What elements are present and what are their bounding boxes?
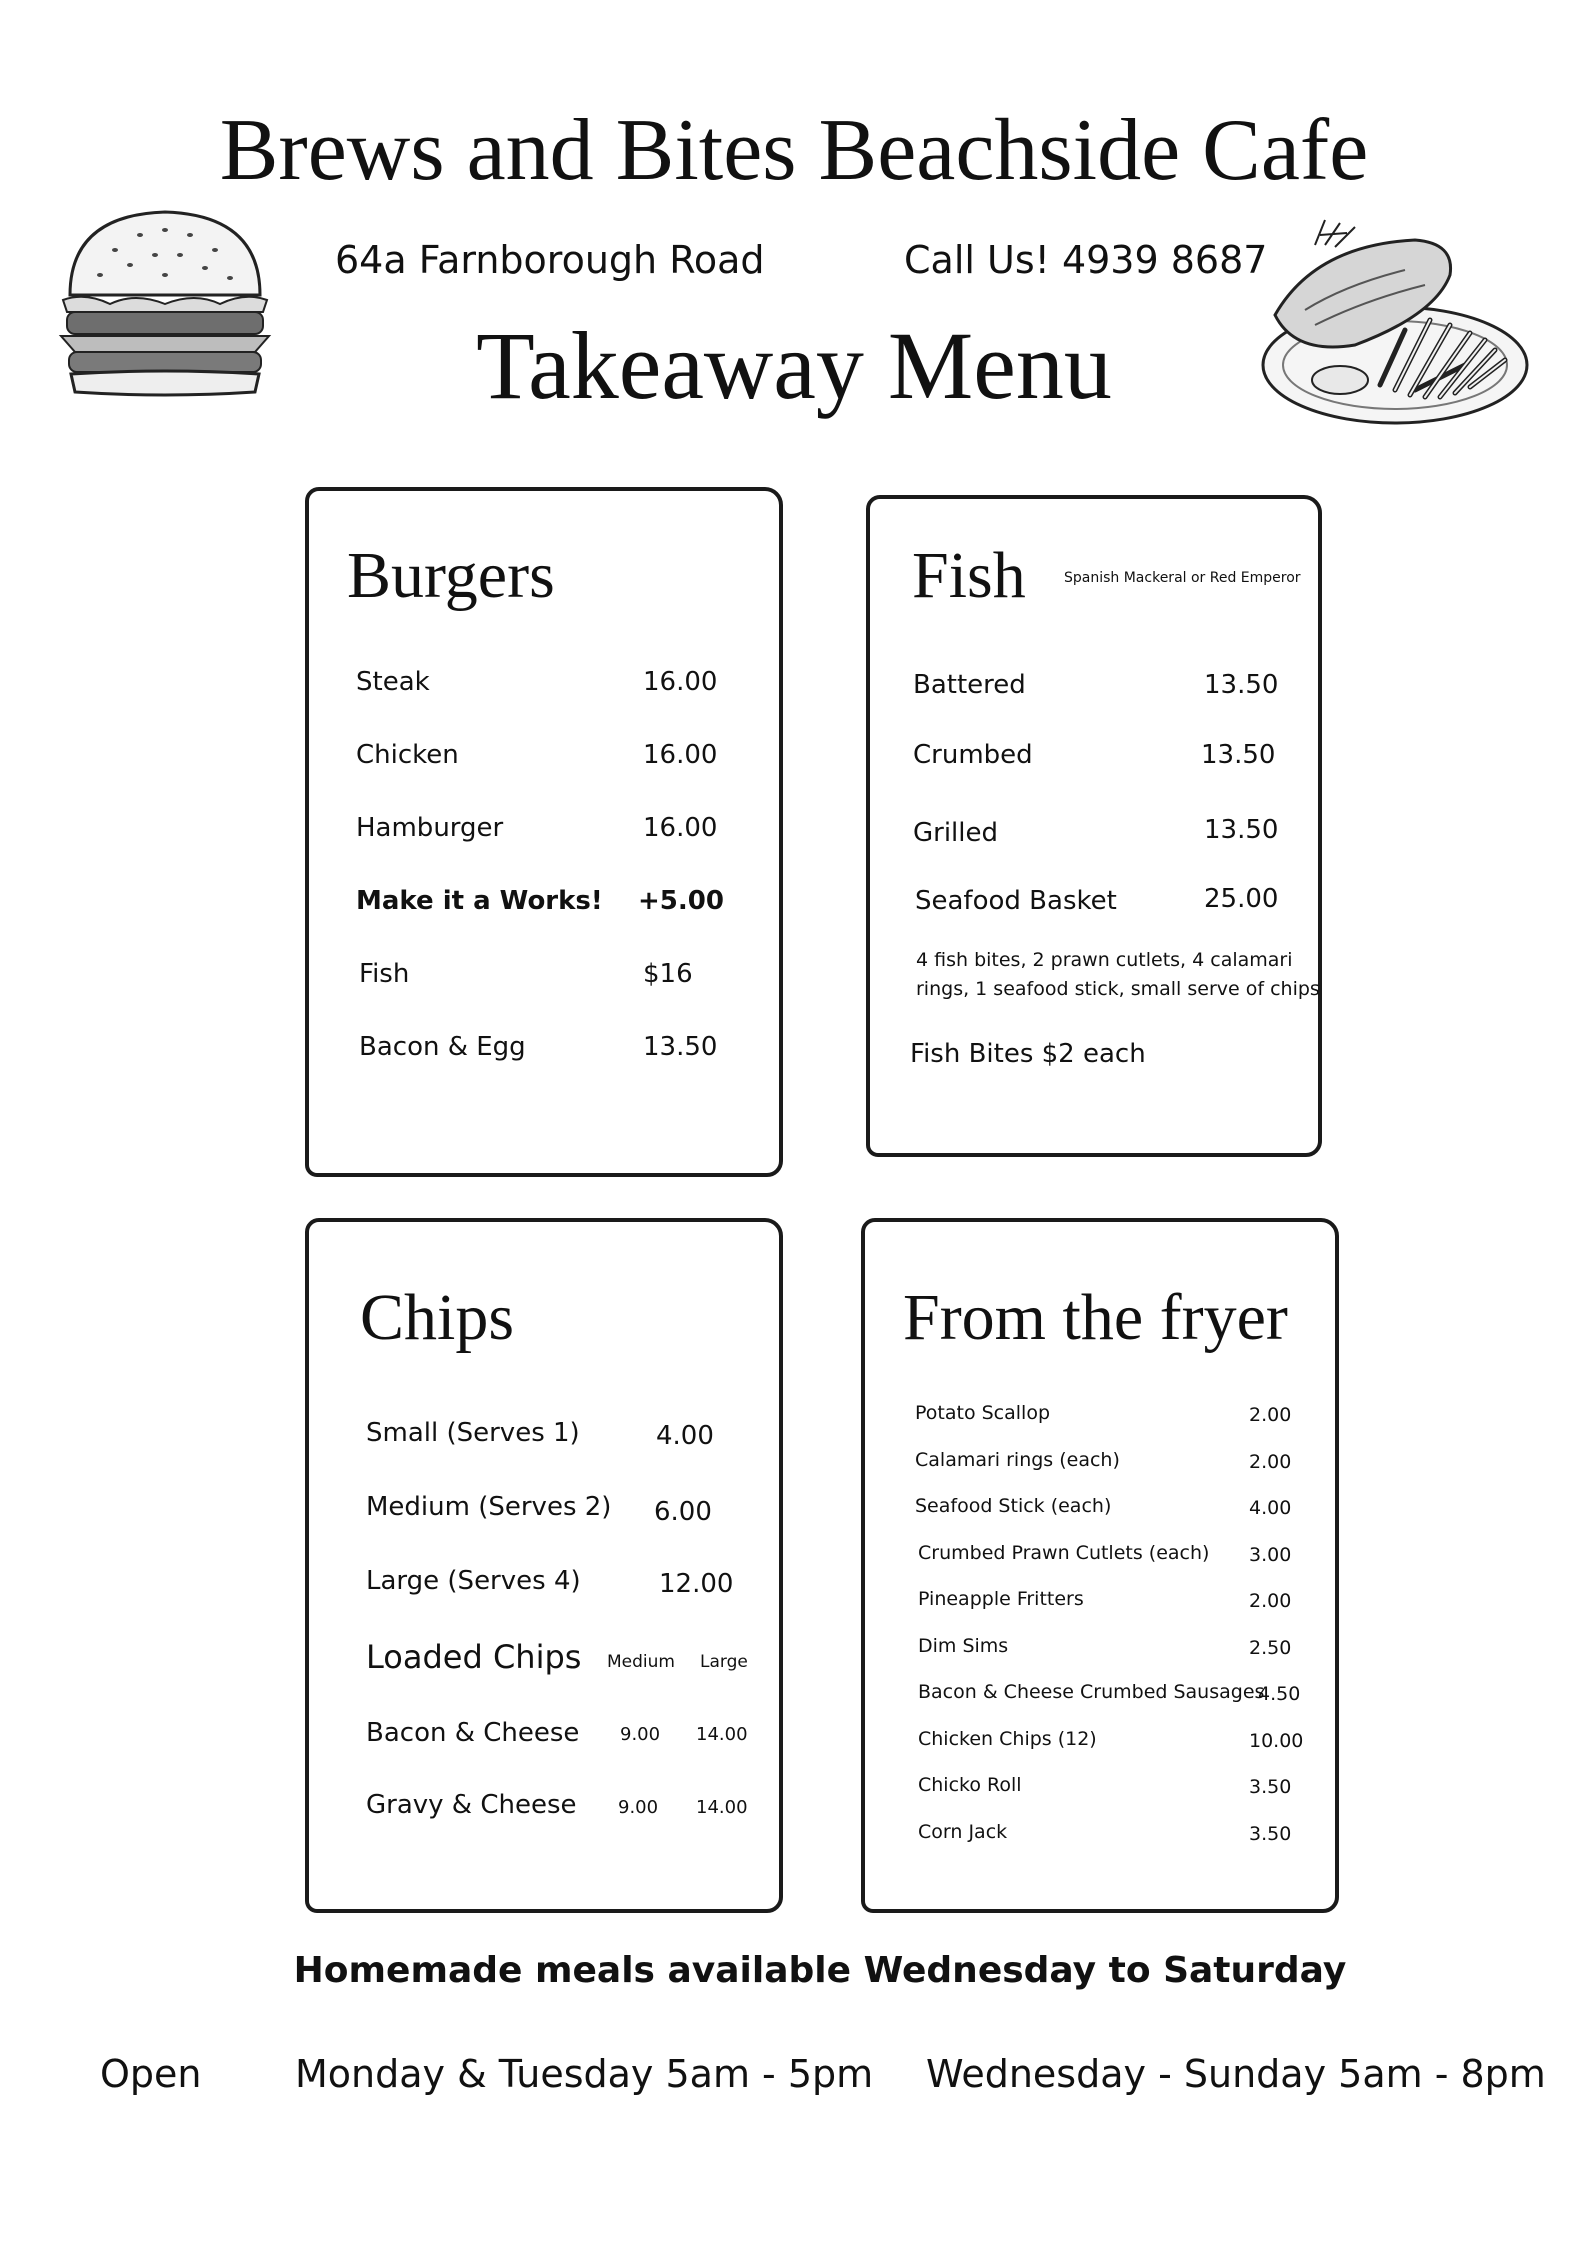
- fish-item-name: Grilled: [913, 818, 999, 848]
- fryer-heading: From the fryer: [903, 1281, 1288, 1354]
- chips-item-price: 12.00: [659, 1569, 734, 1599]
- burger-item-price: 16.00: [643, 813, 718, 843]
- burger-item-name: Fish: [359, 959, 410, 989]
- fryer-item-price: 3.50: [1249, 1776, 1292, 1798]
- fish-item-price: 13.50: [1204, 670, 1279, 700]
- fryer-item-name: Seafood Stick (each): [915, 1495, 1112, 1517]
- burger-item-price: 13.50: [643, 1032, 718, 1062]
- loaded-item-name: Bacon & Cheese: [366, 1718, 580, 1748]
- chips-item-name: Small (Serves 1): [366, 1418, 580, 1448]
- fryer-item-price: 2.00: [1249, 1404, 1292, 1426]
- chips-item-price: 4.00: [656, 1421, 714, 1451]
- seafood-basket-description: 4 fish bites, 2 prawn cutlets, 4 calamari: [916, 949, 1293, 971]
- fish-heading: Fish: [912, 539, 1026, 612]
- fryer-item-name: Calamari rings (each): [915, 1448, 1120, 1471]
- loaded-item-name: Gravy & Cheese: [366, 1790, 577, 1820]
- loaded-item-medium-price: 9.00: [620, 1724, 661, 1745]
- fish-and-chips-illustration: [1255, 215, 1535, 430]
- seafood-basket-price: 25.00: [1204, 884, 1279, 914]
- chips-heading: Chips: [360, 1281, 515, 1354]
- phone-number: Call Us! 4939 8687: [904, 238, 1268, 282]
- burger-item-name: Bacon & Egg: [359, 1032, 526, 1062]
- fish-item-name: Battered: [913, 670, 1026, 700]
- loaded-item-large-price: 14.00: [696, 1724, 748, 1745]
- fryer-item-price: 4.50: [1258, 1683, 1301, 1705]
- cafe-title: Brews and Bites Beachside Cafe: [219, 102, 1369, 199]
- burgers-heading: Burgers: [347, 539, 555, 612]
- loaded-item-large-price: 14.00: [696, 1797, 748, 1818]
- fryer-item-name: Chicko Roll: [918, 1774, 1022, 1796]
- loaded-col-medium: Medium: [607, 1652, 675, 1672]
- chips-item-name: Large (Serves 4): [366, 1566, 581, 1596]
- opening-hours-wed-sun: Wednesday - Sunday 5am - 8pm: [926, 2052, 1546, 2096]
- open-label: Open: [100, 2052, 202, 2096]
- fryer-item-price: 2.00: [1249, 1590, 1292, 1612]
- address: 64a Farnborough Road: [335, 238, 765, 282]
- seafood-basket-name: Seafood Basket: [915, 886, 1117, 916]
- fryer-item-price: 2.00: [1249, 1450, 1292, 1473]
- fryer-item-price: 10.00: [1249, 1729, 1304, 1752]
- burger-item-name: Hamburger: [356, 813, 504, 843]
- opening-hours-mon-tue: Monday & Tuesday 5am - 5pm: [295, 2052, 874, 2096]
- burger-item-name: Steak: [356, 667, 430, 697]
- fish-bites-offer: Fish Bites $2 each: [910, 1039, 1146, 1069]
- fryer-item-name: Potato Scallop: [915, 1402, 1051, 1424]
- loaded-item-medium-price: 9.00: [618, 1797, 659, 1818]
- fryer-item-price: 3.50: [1249, 1822, 1292, 1845]
- fryer-item-price: 3.00: [1249, 1543, 1292, 1566]
- loaded-chips-label: Loaded Chips: [366, 1638, 582, 1676]
- fryer-item-name: Corn Jack: [918, 1820, 1008, 1843]
- fryer-item-price: 4.00: [1249, 1497, 1292, 1519]
- fryer-item-name: Crumbed Prawn Cutlets (each): [918, 1541, 1210, 1564]
- burger-item-name: Chicken: [356, 740, 459, 770]
- seafood-basket-description: rings, 1 seafood stick, small serve of chips: [916, 978, 1320, 1000]
- burger-works-upgrade: Make it a Works!: [356, 886, 603, 916]
- homemade-meals-notice: Homemade meals available Wednesday to Saturday: [293, 1950, 1347, 1991]
- fryer-item-name: Pineapple Fritters: [918, 1588, 1084, 1610]
- fish-item-name: Crumbed: [913, 740, 1033, 770]
- fish-item-price: 13.50: [1204, 815, 1279, 845]
- burger-item-price: $16: [643, 959, 693, 989]
- fryer-item-price: 2.50: [1249, 1636, 1292, 1659]
- burger-item-price: 16.00: [643, 740, 718, 770]
- burger-item-price: 16.00: [643, 667, 718, 697]
- loaded-col-large: Large: [700, 1652, 748, 1672]
- fish-type-note: Spanish Mackeral or Red Emperor: [1064, 570, 1301, 586]
- fryer-item-name: Dim Sims: [918, 1634, 1009, 1657]
- chips-item-price: 6.00: [654, 1497, 712, 1527]
- burger-illustration: [55, 200, 275, 400]
- chips-item-name: Medium (Serves 2): [366, 1492, 612, 1522]
- burger-works-price: +5.00: [638, 886, 724, 916]
- fryer-item-name: Chicken Chips (12): [918, 1727, 1097, 1750]
- fryer-item-name: Bacon & Cheese Crumbed Sausages: [918, 1681, 1265, 1703]
- fish-item-price: 13.50: [1201, 740, 1276, 770]
- menu-subtitle: Takeaway Menu: [476, 312, 1112, 419]
